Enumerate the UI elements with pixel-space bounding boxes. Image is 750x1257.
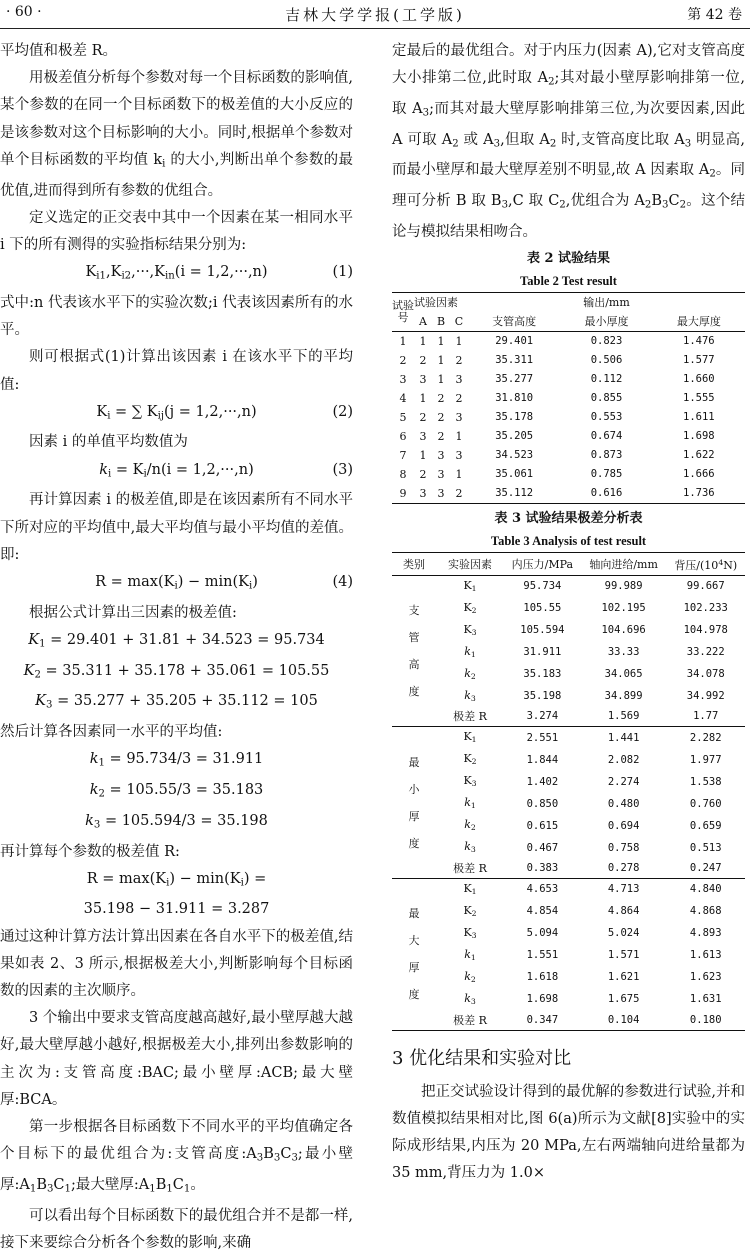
table-row — [392, 351, 745, 370]
table-cell: 0.873 — [590, 449, 623, 462]
factor-cell: $k_1$ — [464, 947, 476, 962]
table-cell: 3 — [455, 373, 463, 387]
table-cell: 3 — [455, 411, 463, 425]
journal-name: 吉林大学学报(工学版) — [285, 6, 465, 24]
table-cell: 2 — [437, 430, 445, 444]
calc-line: $K_2 = 35.311 + 35.178 + 35.061 = 105.55$ — [23, 662, 330, 681]
table-cell: 1.666 — [683, 468, 715, 481]
paragraph: 再计算因素 i 的极差值,即是在该因素所有不同水平下所对应的平均值中,最大平均值与最小平均值的差值。即: — [0, 492, 353, 563]
right-column — [392, 38, 745, 1187]
paragraph: 式中:n 代表该水平下的实验次数;i 代表该因素所有的水平。 — [0, 294, 353, 339]
table-cell: 0.855 — [590, 392, 623, 405]
table3-caption-en: Table 3 Analysis of test result — [490, 534, 647, 549]
table-cell: 34.523 — [495, 449, 534, 462]
table-row — [392, 967, 745, 989]
table-cell: 34.992 — [686, 689, 725, 702]
table-row — [392, 945, 745, 967]
table-cell: 0.674 — [590, 430, 623, 443]
table-cell: 1.551 — [526, 949, 559, 962]
table-cell: 1.613 — [689, 949, 722, 962]
factor-cell: $K_2$ — [463, 903, 477, 918]
table-cell: 1 — [419, 335, 427, 349]
table-cell: 5.024 — [607, 927, 640, 940]
table-cell: 33.33 — [607, 646, 640, 659]
table-cell: 1 — [419, 392, 427, 406]
table-cell: 4.854 — [526, 905, 559, 918]
table-cell: 0.659 — [689, 819, 722, 832]
table-cell: 1.623 — [689, 971, 722, 984]
group-label: 最 大 厚 度 — [392, 878, 436, 1030]
table-cell: 2 — [455, 392, 463, 406]
table-cell: 99.989 — [604, 580, 643, 593]
table-cell: 0.615 — [526, 819, 559, 832]
group-label: 支 管 高 度 — [408, 604, 420, 699]
table-cell: 1.977 — [689, 753, 722, 766]
table-cell: 1.618 — [526, 971, 559, 984]
table-cell: 0.278 — [607, 861, 640, 874]
column-header: 试验号 — [392, 293, 414, 332]
table-cell: 1.77 — [693, 710, 719, 723]
table-row — [392, 749, 745, 771]
table-cell: 0.513 — [689, 841, 722, 854]
table-cell: 35.183 — [523, 668, 562, 681]
table-cell: 2.551 — [504, 727, 581, 749]
column-header: 类别 — [392, 553, 436, 576]
table-cell: 1 — [437, 373, 445, 387]
table-cell: 2.282 — [666, 727, 745, 749]
table-cell: 0.785 — [590, 468, 623, 481]
table-row — [392, 793, 745, 815]
table-cell: 0.180 — [689, 1013, 722, 1026]
table-cell: 3 — [399, 373, 407, 387]
factor-cell: $K_2$ — [463, 600, 477, 615]
equation-4: $R = \max(K_i) - \min(K_i)$ (4) — [0, 569, 353, 600]
table-cell: 0.467 — [526, 841, 559, 854]
column-header: A — [414, 312, 432, 332]
equation-2: $K_i$ = ∑ $K_{ij}(j = 1,2,\cdot\cdot\cdot,n)$ (2) — [0, 399, 353, 430]
table-cell: 99.667 — [686, 580, 725, 593]
equation-number: (3) — [332, 461, 353, 478]
table-cell: 3 — [455, 449, 463, 463]
table-cell: 1 — [455, 335, 463, 349]
table-cell: 0.383 — [526, 861, 559, 874]
table-cell: 1.660 — [683, 373, 715, 386]
calc-line: $k_3 = 105.594/3 = 35.198$ — [85, 812, 268, 831]
table-cell: 0.758 — [607, 841, 640, 854]
paragraph: 然后计算各因素同一水平的平均值: — [0, 724, 223, 741]
table-cell: 2 — [455, 354, 463, 368]
table-cell: 34.078 — [686, 668, 725, 681]
table-cell: 1.698 — [526, 993, 559, 1006]
paragraph: 第一步根据各目标函数下不同水平的平均值确定各个目标下的最优组合为:支管高度$:A_3B_3C_3$;最小壁厚$:A_1B_3C_1$;最大壁厚$:A_1B_1C_1$。 — [0, 1119, 353, 1195]
table-row — [392, 575, 745, 597]
table-cell: 0.347 — [526, 1013, 559, 1026]
table-cell: 2 — [399, 354, 407, 368]
table-cell: 6 — [399, 430, 407, 444]
table-cell: 35.112 — [495, 487, 534, 500]
table-cell: 0.247 — [689, 861, 722, 874]
factor-cell: $K_3$ — [463, 925, 477, 940]
paragraph: 可以看出每个目标函数下的最优组合并不是都一样,接下来要综合分析各个参数的影响,来确 — [0, 1207, 353, 1251]
table-cell: 2.274 — [607, 775, 640, 788]
calc-line: $K_1 = 29.401 + 31.81 + 34.523 = 95.734$ — [28, 631, 325, 650]
table-cell: 0.760 — [689, 797, 722, 810]
table-cell: 4.653 — [504, 878, 581, 900]
column-header: 实验因素 — [436, 553, 504, 576]
column-header: 背压$/(10^4N)$ — [666, 553, 745, 576]
table-row — [392, 686, 745, 708]
table-cell: 95.734 — [523, 580, 562, 593]
table-cell: 4.868 — [689, 905, 722, 918]
paragraph: 定义选定的正交表中其中一个因素在某一相同水平 i 下的所有测得的实验指标结果分别为: — [0, 209, 353, 253]
calc-line: $K_3 = 35.277 + 35.205 + 35.112 = 105$ — [35, 693, 318, 711]
column-header: 轴向进给/mm — [581, 553, 667, 576]
table-cell: 0.112 — [590, 373, 623, 386]
column-header: 输出/mm — [583, 296, 630, 310]
table-row — [392, 370, 745, 389]
table-cell: 1.611 — [683, 411, 715, 424]
table-cell: 102.195 — [601, 602, 646, 615]
table-cell: 4.893 — [689, 927, 722, 940]
column-header: C — [450, 312, 468, 332]
equation-number: (4) — [332, 573, 353, 590]
table-cell: 0.480 — [607, 797, 640, 810]
factor-cell: $K_2$ — [463, 752, 477, 767]
factor-cell: $k_2$ — [464, 969, 476, 984]
table-cell: 1.675 — [607, 993, 640, 1006]
calc-line: $R = \max(K_i) - \min(K_i)$ = — [86, 870, 267, 889]
table-cell: 8 — [399, 468, 407, 482]
table-cell: 3 — [419, 487, 427, 501]
factor-cell: $k_2$ — [464, 818, 476, 833]
factor-cell: $k_3$ — [464, 688, 476, 703]
table-cell: 1.577 — [683, 354, 715, 367]
calc-line: 35.198 − 31.911 = 3.287 — [83, 901, 270, 918]
left-column — [0, 38, 353, 1257]
table-cell: 0.553 — [590, 411, 623, 424]
table-row — [392, 620, 745, 642]
column-header: 最小厚度 — [560, 312, 652, 332]
table-row — [392, 664, 745, 686]
table-cell: 4.713 — [581, 878, 667, 900]
table-cell: 34.065 — [604, 668, 643, 681]
equation-1: $K_{i1},K_{i2},\cdot\cdot\cdot,K_{in}(i = 1,2,\cdot\cdot\cdot,n)$ (1) — [0, 259, 353, 290]
table-cell: 1 — [437, 354, 445, 368]
table-cell: 3 — [419, 430, 427, 444]
table-cell: 0.506 — [590, 354, 623, 367]
table-cell: 34.899 — [604, 689, 643, 702]
table-row — [392, 332, 745, 352]
table-cell: 35.277 — [495, 373, 534, 386]
factor-cell: $K_1$ — [436, 878, 504, 900]
table-cell: 2.082 — [607, 753, 640, 766]
table-cell: 35.205 — [495, 430, 534, 443]
table-cell: 33.222 — [686, 646, 725, 659]
table-cell: 105.594 — [520, 624, 565, 637]
table-cell: 3 — [437, 487, 445, 501]
table-row — [392, 707, 745, 727]
table-cell: 1 — [455, 430, 463, 444]
paragraph: 3 个输出中要求支管高度越高越好,最小壁厚越大越好,最大壁厚越小越好,根据极差大小,排列出参数影响的主次为:支管高度:BAC;最小壁厚:ACB;最大壁厚:BCA。 — [0, 1010, 353, 1108]
factor-cell: $k_3$ — [464, 991, 476, 1006]
table-cell: 1.569 — [607, 710, 640, 723]
table-cell: 3 — [437, 449, 445, 463]
paragraph: 则可根据式(1)计算出该因素 i 在该水平下的平均值: — [0, 349, 353, 393]
table-cell: 1 — [455, 468, 463, 482]
paragraph: 把正交试验设计得到的最优解的参数进行试验,并和数值模拟结果相对比,图 6(a)所示为文献[8]实验中的实际成形结果,内压为 20 MPa,左右两端轴向进给量都为 35 mm,背压力为 1.0× — [392, 1083, 745, 1182]
table-cell: 35.311 — [495, 354, 534, 367]
table-row — [392, 484, 745, 504]
table-cell: 35.198 — [523, 689, 562, 702]
equation-3: $k_i = K_i/n(i = 1,2,\cdot\cdot\cdot,n)$ (3) — [0, 457, 353, 488]
table-cell: 3 — [437, 468, 445, 482]
equation-number: (1) — [332, 264, 353, 281]
table-row — [392, 465, 745, 484]
table-cell: 0.823 — [590, 335, 623, 348]
calc-line: $k_2 = 105.55/3 = 35.183$ — [89, 782, 264, 800]
calc-line: $k_1 = 95.734/3 = 31.911$ — [89, 751, 264, 769]
table-cell: 35.061 — [495, 468, 534, 481]
table-cell: 105.55 — [523, 602, 562, 615]
table-cell: 1.555 — [683, 392, 715, 405]
table-row — [392, 859, 745, 879]
table-cell: 0.616 — [590, 487, 623, 500]
factor-cell: $k_1$ — [464, 644, 476, 659]
table-cell: 7 — [399, 449, 407, 463]
paragraph: 因素 i 的单值平均数值为 — [29, 434, 188, 451]
table-row — [392, 901, 745, 923]
table-row — [392, 837, 745, 859]
running-header — [0, 0, 750, 29]
table-row — [392, 408, 745, 427]
table-cell: 3.274 — [526, 710, 559, 723]
table-cell: 1.844 — [526, 753, 559, 766]
table-row — [392, 989, 745, 1011]
table-row — [392, 427, 745, 446]
paragraph: 通过这种计算方法计算出因素在各自水平下的极差值,结果如表 2、3 所示,根据极差大小,判断影响每个目标函数的因素的主次顺序。 — [0, 928, 353, 1000]
column-header: 内压力/MPa — [504, 553, 581, 576]
column-header: 试验因素 — [414, 296, 458, 310]
table-cell: 31.911 — [523, 646, 562, 659]
paragraph: 再计算每个参数的极差值 R: — [0, 843, 180, 860]
table-row — [392, 923, 745, 945]
table-row — [392, 598, 745, 620]
table-row — [392, 446, 745, 465]
table-3 — [392, 552, 745, 1030]
column-header: 最大厚度 — [653, 312, 745, 332]
factor-cell: 极差 R — [453, 861, 487, 875]
factor-cell: $K_3$ — [463, 622, 477, 637]
table-cell: 1.538 — [689, 775, 722, 788]
paragraph: 根据公式计算出三因素的极差值: — [29, 604, 237, 621]
table3-caption-cn: 表 3 试验结果极差分析表 — [494, 511, 643, 527]
factor-cell: $k_1$ — [464, 796, 476, 811]
table-row — [392, 815, 745, 837]
section-heading: 3 优化结果和实验对比 — [392, 1047, 572, 1069]
table-cell: 2 — [455, 487, 463, 501]
table-cell: 1 — [437, 335, 445, 349]
table-cell: 35.178 — [495, 411, 534, 424]
table-cell: 4 — [399, 392, 407, 406]
table-cell: 9 — [399, 487, 407, 501]
page-number: · 60 · — [6, 4, 42, 20]
factor-cell: $k_3$ — [464, 840, 476, 854]
factor-cell: $K_1$ — [436, 727, 504, 749]
table-row — [392, 878, 745, 900]
table-cell: 4.864 — [607, 905, 640, 918]
table2-caption-en: Table 2 Test result — [520, 274, 617, 289]
paragraph: 用极差值分析每个参数对每一个目标函数的影响值,某个参数的在同一个目标函数下的极差值的大小反应的是该参数对这个目标影响的大小。同时,根据单个参数对单个目标函数的平均值 $k_i$ 的大小,判断出单个参数的最优值,进而得到所有参数的优组合。 — [0, 70, 353, 199]
table-cell: 5.094 — [526, 927, 559, 940]
table-row — [392, 389, 745, 408]
table-cell: 1.631 — [689, 993, 722, 1006]
table-cell: 2 — [419, 411, 427, 425]
table-cell: 1.621 — [607, 971, 640, 984]
table-cell: 1.698 — [683, 430, 715, 443]
table-cell: 1.622 — [683, 449, 715, 462]
paragraph: 平均值和极差 R。 — [0, 43, 118, 59]
table-row — [392, 771, 745, 793]
table-cell: 1 — [399, 335, 407, 349]
table-2 — [392, 292, 745, 504]
table-cell: 1.441 — [581, 727, 667, 749]
table-cell: 1.736 — [683, 487, 715, 500]
table-cell: 2 — [437, 392, 445, 406]
table-cell: 104.696 — [601, 624, 646, 637]
group-label: 最 小 厚 度 — [392, 727, 436, 879]
table-cell: 31.810 — [495, 392, 534, 405]
table-cell: 1.571 — [607, 949, 640, 962]
column-header: 支管高度 — [468, 312, 560, 332]
equation-number: (2) — [332, 403, 353, 420]
table-cell: 4.840 — [666, 878, 745, 900]
table-cell: 3 — [419, 373, 427, 387]
table-cell: 5 — [399, 411, 407, 425]
factor-cell: 极差 R — [453, 710, 487, 724]
table-cell: 1.476 — [683, 335, 715, 348]
table-cell: 2 — [419, 354, 427, 368]
factor-cell: $K_1$ — [463, 578, 477, 593]
table-cell: 2 — [437, 411, 445, 425]
column-header: B — [432, 312, 450, 332]
table-cell: 2 — [419, 468, 427, 482]
table-cell: 29.401 — [495, 335, 534, 348]
paragraph: 定最后的最优组合。对于内压力(因素 A),它对支管高度大小排第二位,此时取 $A_2$;其对最小壁厚影响排第一位,取 $A_3$;而其对最大壁厚影响排第三位,为次要因素,因此 A 可取 $A_2$ 或 $A_3$,但取 $A_2$ 时,支管高度比取 $A_3$ 明显高,而最小壁厚和最大壁厚差别不明显,故 A 因素取 $A_2$。同理可分析 B 取 $B_3,C$ 取 $C_2$,优组合为 $A_2B_3C_2$。这个结论与模拟结果相吻合。 — [392, 43, 746, 240]
table-row — [392, 1011, 745, 1031]
table-cell: 1 — [419, 449, 427, 463]
table-row — [392, 727, 745, 749]
table-cell: 0.850 — [526, 797, 559, 810]
factor-cell: $k_2$ — [464, 666, 476, 681]
table-row — [392, 642, 745, 664]
table-cell: 1.402 — [526, 775, 559, 788]
volume-number: 第 42 卷 — [687, 7, 742, 23]
table-cell: 0.694 — [607, 819, 640, 832]
factor-cell: $K_3$ — [463, 774, 477, 789]
table-cell: 102.233 — [683, 602, 728, 615]
table-cell: 0.104 — [607, 1013, 640, 1026]
table-cell: 104.978 — [683, 624, 728, 637]
table2-caption-cn: 表 2 试验结果 — [526, 251, 611, 267]
factor-cell: 极差 R — [453, 1013, 487, 1027]
